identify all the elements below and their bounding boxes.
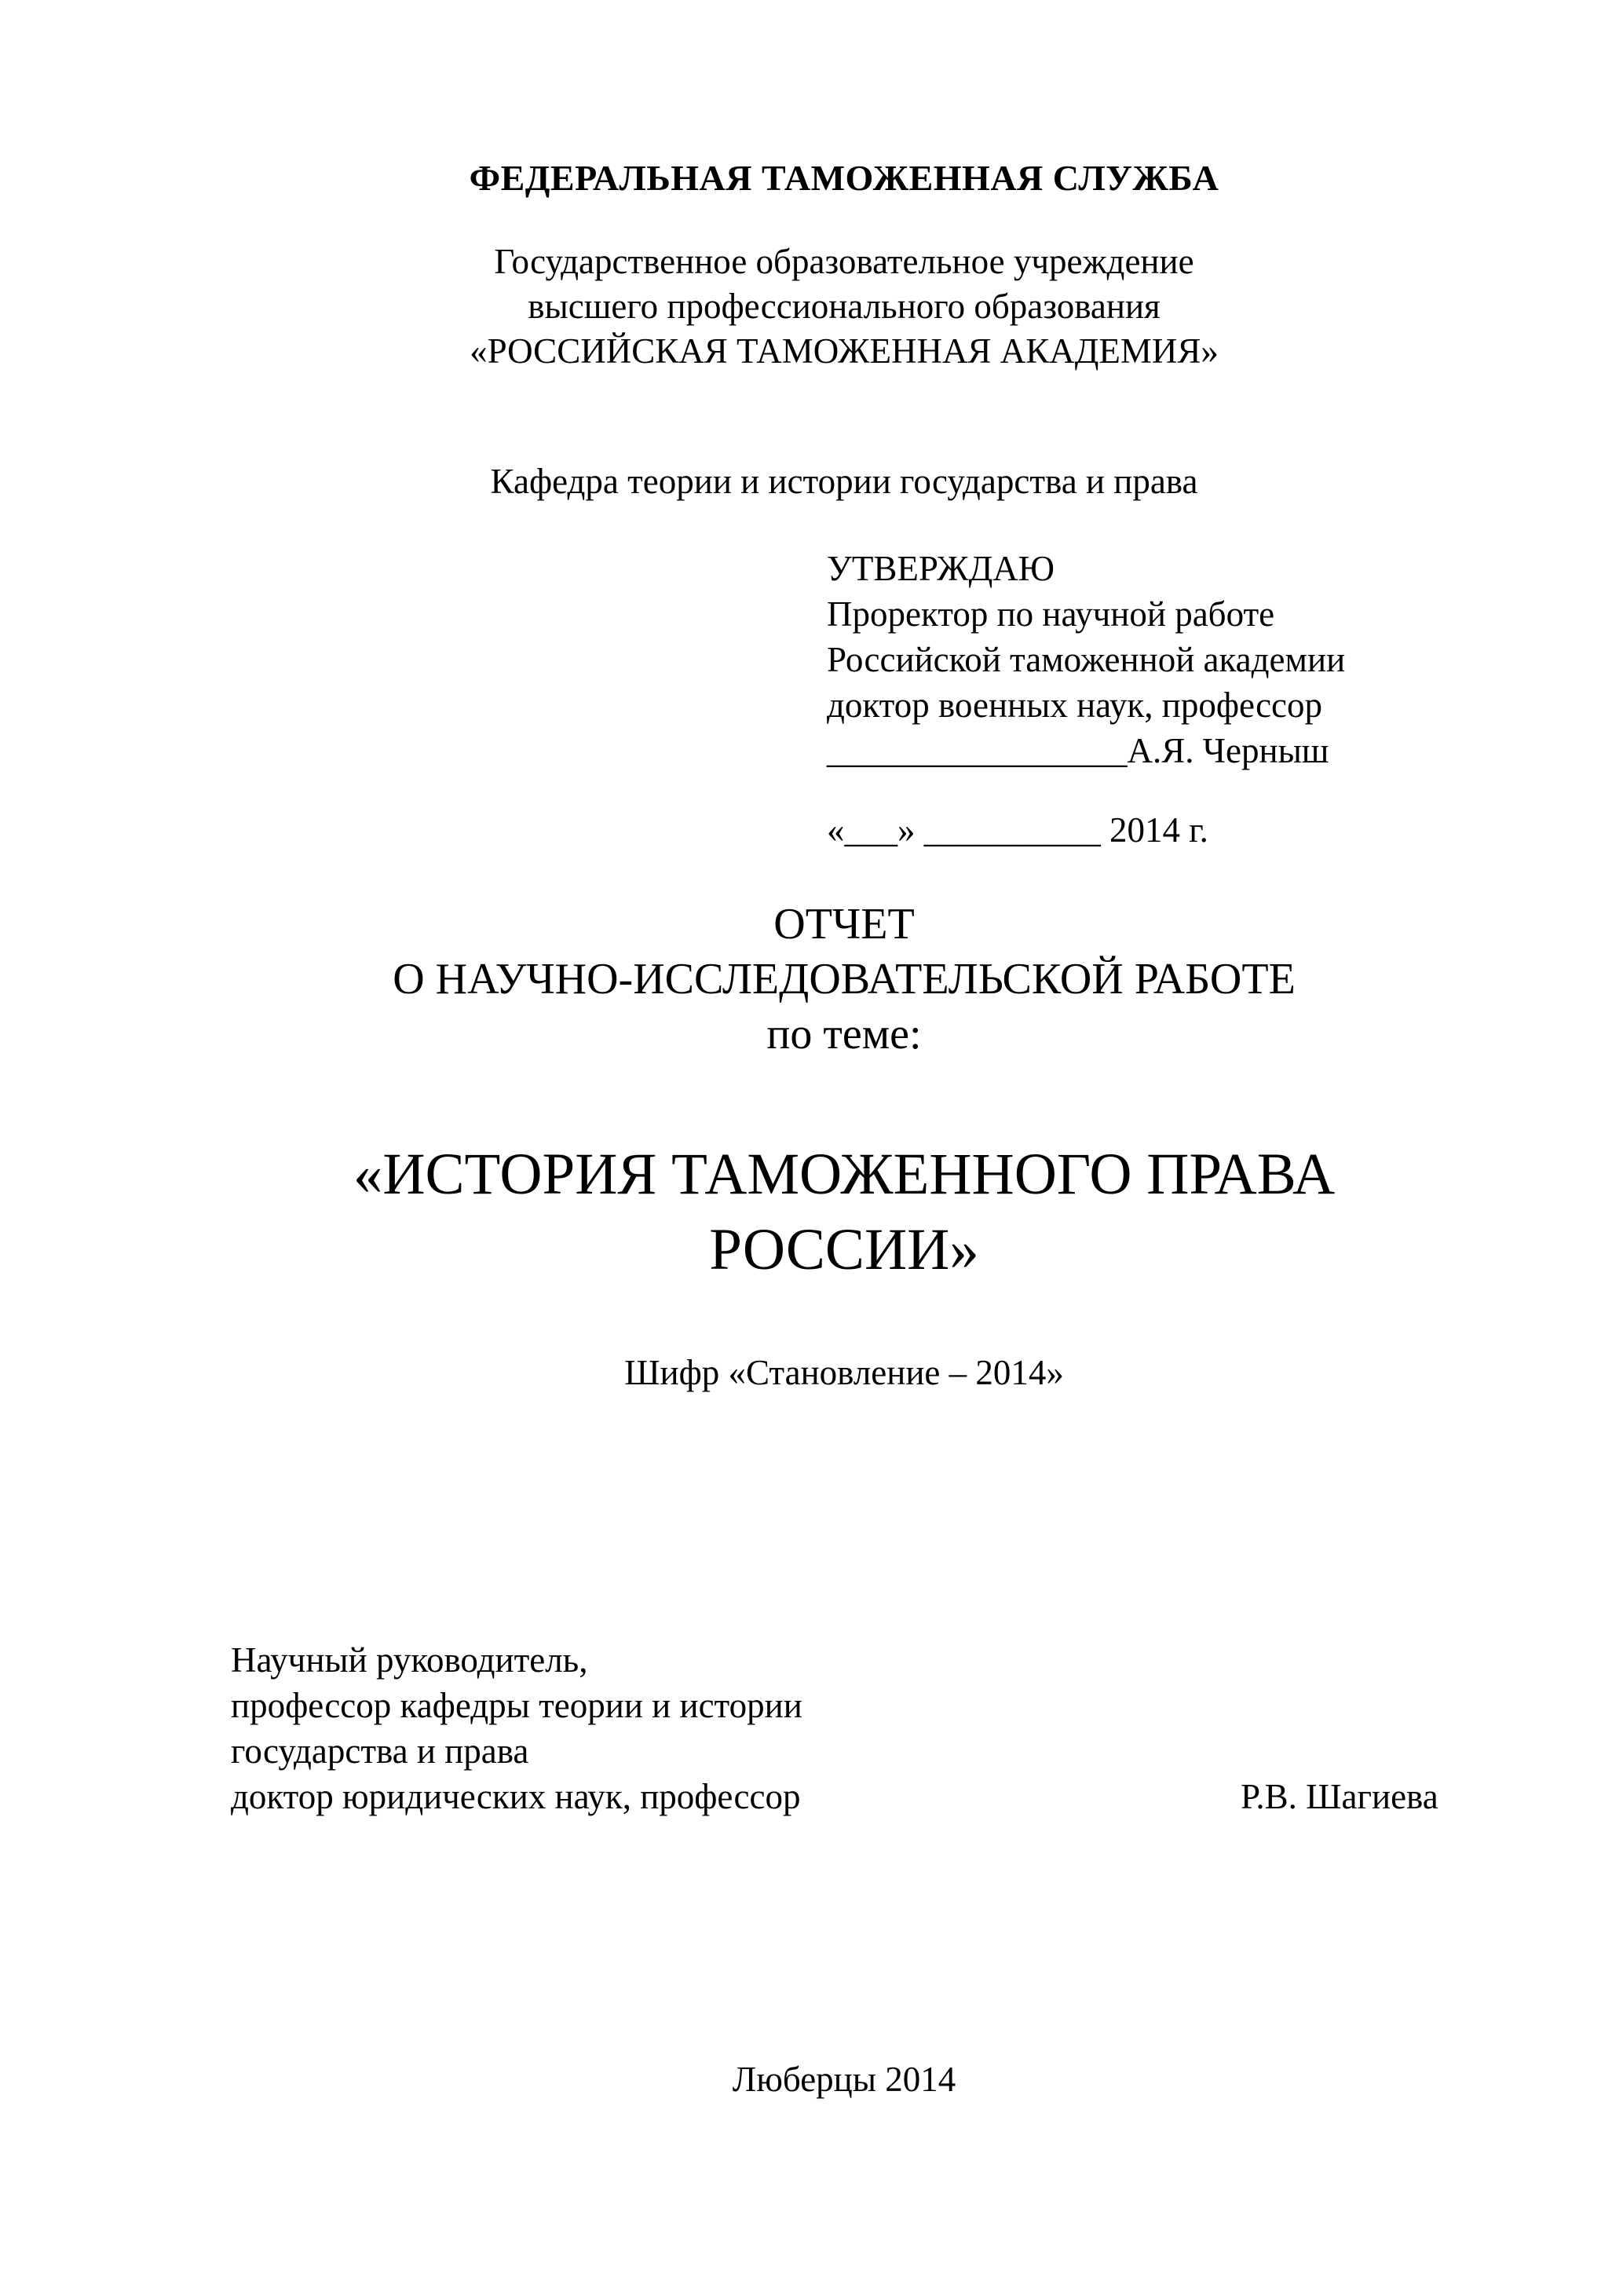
report-heading-line: по теме: — [766, 1010, 922, 1058]
supervisor-line: Научный руководитель, — [231, 1640, 588, 1680]
institution-block — [0, 239, 1623, 374]
footer-city-year-text: Люберцы 2014 — [732, 2060, 956, 2099]
approval-line: Российской таможенной академии — [827, 640, 1346, 679]
department-name: Кафедра теории и истории государства и права — [490, 462, 1198, 501]
supervisor-line: государства и права — [231, 1731, 529, 1771]
supervisor-name: Р.В. Шагиева — [1241, 1777, 1438, 1816]
report-cipher — [0, 1351, 1623, 1395]
report-cipher-text: Шифр «Становление – 2014» — [624, 1353, 1064, 1392]
report-heading-line: О НАУЧНО-ИССЛЕДОВАТЕЛЬСКОЙ РАБОТЕ — [393, 955, 1296, 1004]
institution-line: высшего профессионального образования — [528, 287, 1161, 326]
institution-line: «РОССИЙСКАЯ ТАМОЖЕННАЯ АКАДЕМИЯ» — [470, 331, 1219, 371]
footer-city-year — [0, 2057, 1623, 2102]
supervisor-block — [231, 1637, 802, 1819]
report-heading-line: ОТЧЕТ — [773, 900, 915, 949]
approval-signature-line: _________________А.Я. Черныш — [827, 731, 1329, 770]
institution-line: Государственное образовательное учреждение — [494, 242, 1194, 281]
report-title-line: РОССИИ» — [709, 1217, 979, 1282]
supervisor-line: профессор кафедры теории и истории — [231, 1686, 802, 1725]
report-title — [0, 1137, 1623, 1288]
approval-line: доктор военных наук, профессор — [827, 686, 1323, 725]
approval-line: Проректор по научной работе — [827, 594, 1275, 634]
report-heading — [0, 897, 1623, 1062]
approval-date: «___» __________ 2014 г. — [827, 810, 1208, 850]
organization-name: ФЕДЕРАЛЬНАЯ ТАМОЖЕННАЯ СЛУЖБА — [469, 158, 1219, 198]
supervisor-line: доктор юридических наук, профессор — [231, 1777, 801, 1816]
organization-heading — [0, 155, 1623, 201]
report-title-line: «ИСТОРИЯ ТАМОЖЕННОГО ПРАВА — [353, 1142, 1336, 1207]
department-block — [0, 459, 1623, 504]
approval-line: УТВЕРЖДАЮ — [827, 549, 1055, 588]
approval-block — [827, 546, 1345, 773]
